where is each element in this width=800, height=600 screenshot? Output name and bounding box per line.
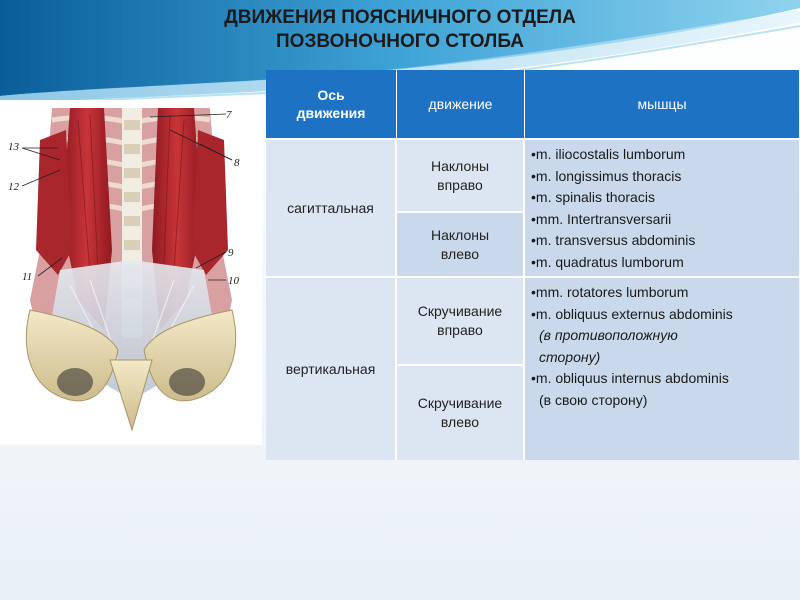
figure-label-12: 12: [8, 181, 19, 193]
figure-label-11: 11: [22, 271, 33, 283]
header-muscles: [525, 70, 799, 138]
movement-bend-left-label: Наклоны влево: [430, 226, 490, 262]
lumbar-muscles-illustration: [0, 100, 262, 445]
header-axis: [266, 70, 397, 138]
header-movement-label: движение: [428, 96, 493, 112]
muscle-item: •mm. Intertransversarii: [531, 210, 672, 227]
muscle-item: •m. transversus abdominis: [531, 232, 696, 248]
movement-twist-left: [397, 366, 525, 460]
muscle-item: •mm. rotatores lumborum: [531, 284, 689, 300]
title-line-2: ПОЗВОНОЧНОГО СТОЛБА: [276, 31, 524, 52]
axis-vertical: [266, 278, 397, 460]
muscle-item: •m. longissimus thoracis: [531, 167, 682, 184]
movement-twist-right-label: Скручивание вправо: [417, 303, 503, 338]
muscle-note: (в свою сторону): [539, 391, 648, 408]
header-movement: [397, 70, 525, 138]
header-muscles-label: мышцы: [637, 96, 687, 112]
muscles-vertical: [525, 278, 799, 460]
figure-label-8: 8: [234, 157, 240, 169]
movement-twist-left-label: Скручивание влево: [417, 395, 503, 430]
movement-bend-left: [397, 213, 525, 278]
figure-label-7: 7: [226, 109, 232, 121]
axis-vertical-label: вертикальная: [285, 361, 376, 377]
header-axis-label: Ось движения: [296, 87, 366, 121]
axis-sagittal-label: сагиттальная: [287, 200, 374, 216]
page-title: [120, 6, 680, 54]
muscle-item: •m. iliocostalis lumborum: [531, 146, 686, 162]
muscle-item: •m. spinalis thoracis: [531, 189, 655, 205]
muscle-item: •m. quadratus lumborum: [531, 253, 684, 270]
movement-bend-right: [397, 140, 525, 213]
muscle-note: сторону): [539, 348, 601, 365]
figure-label-10: 10: [228, 275, 239, 287]
movements-table: [266, 70, 799, 460]
muscles-sagittal: [525, 140, 799, 278]
axis-sagittal: [266, 140, 397, 278]
movement-bend-right-label: Наклоны вправо: [430, 157, 490, 193]
figure-label-13: 13: [8, 141, 19, 153]
movement-twist-right: [397, 278, 525, 366]
title-line-1: ДВИЖЕНИЯ ПОЯСНИЧНОГО ОТДЕЛА: [224, 7, 576, 28]
muscle-item: •m. obliquus internus abdominis: [531, 370, 729, 386]
muscle-item: •m. obliquus externus abdominis: [531, 305, 733, 322]
muscle-note: (в противоположную: [539, 327, 678, 343]
figure-label-9: 9: [228, 247, 234, 259]
